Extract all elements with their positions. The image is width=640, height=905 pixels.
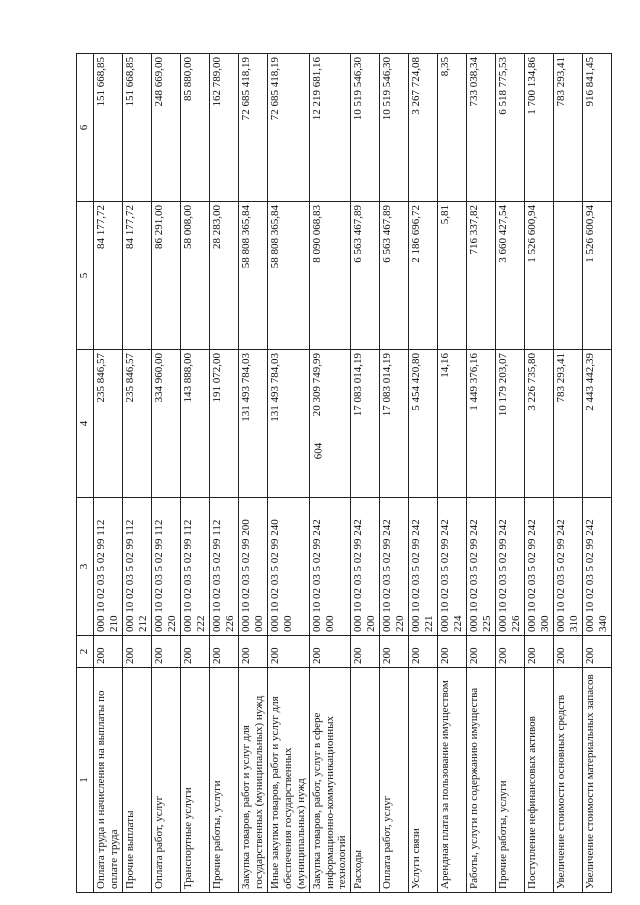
row-approved-cell: 3 226 735,80: [525, 350, 554, 498]
column-header: 6: [77, 54, 94, 202]
row-approved-cell: 20 309 749,99: [309, 350, 351, 498]
row-name-cell: Поступление нефинансовых активов: [525, 668, 554, 893]
row-classification-cell: 000 10 02 03 5 02 99 112 210: [94, 498, 123, 636]
row-executed-cell: 1 526 600,94: [582, 202, 611, 350]
row-code-cell: 200: [267, 636, 309, 668]
row-name-cell: Работы, услуги по содержанию имущества: [467, 668, 496, 893]
row-classification-cell: 000 10 02 03 5 02 99 242 225: [467, 498, 496, 636]
row-code-cell: 200: [409, 636, 438, 668]
row-approved-cell: 143 888,00: [180, 350, 209, 498]
row-approved-cell: 17 083 014,19: [351, 350, 380, 498]
table-row: [122, 54, 151, 893]
row-classification-cell: 000 10 02 03 5 02 99 112 222: [180, 498, 209, 636]
table-row: [94, 54, 123, 893]
row-approved-cell: 131 493 784,03: [267, 350, 309, 498]
row-name-cell: Увеличение стоимости материальных запасов: [582, 668, 611, 893]
row-unexecuted-cell: 162 789,00: [209, 54, 238, 202]
row-approved-cell: 191 072,00: [209, 350, 238, 498]
row-unexecuted-cell: 85 880,00: [180, 54, 209, 202]
row-classification-cell: 000 10 02 03 5 02 99 242 220: [380, 498, 409, 636]
row-code-cell: 200: [309, 636, 351, 668]
row-name-cell: Услуги связи: [409, 668, 438, 893]
row-executed-cell: 3 660 427,54: [496, 202, 525, 350]
row-approved-cell: 334 960,00: [151, 350, 180, 498]
row-code-cell: 200: [209, 636, 238, 668]
row-classification-cell: 000 10 02 03 5 02 99 112 212: [122, 498, 151, 636]
row-name-cell: Прочие работы, услуги: [209, 668, 238, 893]
row-executed-cell: 6 563 467,89: [380, 202, 409, 350]
column-header: 4: [77, 350, 94, 498]
row-unexecuted-cell: 3 267 724,08: [409, 54, 438, 202]
row-code-cell: 200: [122, 636, 151, 668]
row-classification-cell: 000 10 02 03 5 02 99 200 000: [238, 498, 267, 636]
row-name-cell: Увеличение стоимости основных средств: [554, 668, 583, 893]
table-body: [94, 54, 612, 893]
table-row: [582, 54, 611, 893]
row-code-cell: 200: [582, 636, 611, 668]
row-name-cell: Транспортные услуги: [180, 668, 209, 893]
row-unexecuted-cell: 6 518 775,53: [496, 54, 525, 202]
row-approved-cell: 5 454 420,80: [409, 350, 438, 498]
row-unexecuted-cell: 151 668,85: [94, 54, 123, 202]
column-header: 2: [77, 636, 94, 668]
row-approved-cell: 235 846,57: [122, 350, 151, 498]
row-executed-cell: 1 526 600,94: [525, 202, 554, 350]
row-approved-cell: 783 293,41: [554, 350, 583, 498]
row-classification-cell: 000 10 02 03 5 02 99 242 200: [351, 498, 380, 636]
row-classification-cell: 000 10 02 03 5 02 99 240 000: [267, 498, 309, 636]
row-classification-cell: 000 10 02 03 5 02 99 242 226: [496, 498, 525, 636]
row-approved-cell: 14,16: [438, 350, 467, 498]
budget-table-sheet: [76, 53, 636, 893]
row-unexecuted-cell: 72 685 418,19: [238, 54, 267, 202]
row-name-cell: Закупка товаров, работ и услуг для государственных (муниципальных) нужд: [238, 668, 267, 893]
row-unexecuted-cell: 10 519 546,30: [380, 54, 409, 202]
row-classification-cell: 000 10 02 03 5 02 99 112 220: [151, 498, 180, 636]
row-code-cell: 200: [438, 636, 467, 668]
row-name-cell: Закупка товаров, работ, услуг в сфере информационно-коммуникационных технологий: [309, 668, 351, 893]
row-code-cell: 200: [380, 636, 409, 668]
table-row: [309, 54, 351, 893]
row-name-cell: Расходы: [351, 668, 380, 893]
table-row: [467, 54, 496, 893]
row-classification-cell: 000 10 02 03 5 02 99 112 226: [209, 498, 238, 636]
table-row: [209, 54, 238, 893]
table-row: [151, 54, 180, 893]
row-name-cell: Оплата работ, услуг: [151, 668, 180, 893]
column-header: 3: [77, 498, 94, 636]
row-classification-cell: 000 10 02 03 5 02 99 242 300: [525, 498, 554, 636]
row-executed-cell: 2 186 696,72: [409, 202, 438, 350]
row-classification-cell: 000 10 02 03 5 02 99 242 221: [409, 498, 438, 636]
table-row: [380, 54, 409, 893]
row-name-cell: Оплата работ, услуг: [380, 668, 409, 893]
table-row: [496, 54, 525, 893]
row-code-cell: 200: [238, 636, 267, 668]
row-executed-cell: 28 283,00: [209, 202, 238, 350]
table-row: [409, 54, 438, 893]
row-classification-cell: 000 10 02 03 5 02 99 242 310: [554, 498, 583, 636]
row-executed-cell: 58 008,00: [180, 202, 209, 350]
row-name-cell: Прочие выплаты: [122, 668, 151, 893]
row-approved-cell: 2 443 442,39: [582, 350, 611, 498]
table-row: [267, 54, 309, 893]
row-executed-cell: 8 090 068,83: [309, 202, 351, 350]
row-executed-cell: 58 808 365,84: [267, 202, 309, 350]
row-name-cell: Прочие работы, услуги: [496, 668, 525, 893]
row-approved-cell: 235 846,57: [94, 350, 123, 498]
page-number: 604: [312, 442, 325, 460]
row-executed-cell: 716 337,82: [467, 202, 496, 350]
row-unexecuted-cell: 783 293,41: [554, 54, 583, 202]
row-classification-cell: 000 10 02 03 5 02 99 242 340: [582, 498, 611, 636]
table-row: [238, 54, 267, 893]
row-code-cell: 200: [94, 636, 123, 668]
row-unexecuted-cell: 8,35: [438, 54, 467, 202]
row-approved-cell: 10 179 203,07: [496, 350, 525, 498]
row-approved-cell: 17 083 014,19: [380, 350, 409, 498]
row-code-cell: 200: [496, 636, 525, 668]
row-name-cell: Оплата труда и начисления на выплаты по оплате труда: [94, 668, 123, 893]
row-unexecuted-cell: 733 038,34: [467, 54, 496, 202]
row-executed-cell: 86 291,00: [151, 202, 180, 350]
row-name-cell: Арендная плата за пользование имуществом: [438, 668, 467, 893]
row-code-cell: 200: [351, 636, 380, 668]
row-unexecuted-cell: 1 700 134,86: [525, 54, 554, 202]
row-code-cell: 200: [467, 636, 496, 668]
row-classification-cell: 000 10 02 03 5 02 99 242 000: [309, 498, 351, 636]
row-name-cell: Иные закупки товаров, работ и услуг для обеспечения государственных (муниципальных) нужд: [267, 668, 309, 893]
row-executed-cell: 58 808 365,84: [238, 202, 267, 350]
row-code-cell: 200: [525, 636, 554, 668]
row-unexecuted-cell: 916 841,45: [582, 54, 611, 202]
row-approved-cell: 1 449 376,16: [467, 350, 496, 498]
row-executed-cell: [554, 202, 583, 350]
table-row: [351, 54, 380, 893]
row-unexecuted-cell: 10 519 546,30: [351, 54, 380, 202]
table-row: [438, 54, 467, 893]
column-header: 1: [77, 668, 94, 893]
row-executed-cell: 6 563 467,89: [351, 202, 380, 350]
row-executed-cell: 84 177,72: [94, 202, 123, 350]
budget-execution-table: [76, 53, 612, 893]
table-row: [180, 54, 209, 893]
column-number-row: [77, 54, 94, 893]
row-unexecuted-cell: 151 668,85: [122, 54, 151, 202]
row-unexecuted-cell: 12 219 681,16: [309, 54, 351, 202]
table-row: [554, 54, 583, 893]
table-row: [525, 54, 554, 893]
row-executed-cell: 84 177,72: [122, 202, 151, 350]
column-header: 5: [77, 202, 94, 350]
row-code-cell: 200: [554, 636, 583, 668]
row-executed-cell: 5,81: [438, 202, 467, 350]
row-approved-cell: 131 493 784,03: [238, 350, 267, 498]
row-code-cell: 200: [180, 636, 209, 668]
row-code-cell: 200: [151, 636, 180, 668]
row-unexecuted-cell: 72 685 418,19: [267, 54, 309, 202]
row-unexecuted-cell: 248 669,00: [151, 54, 180, 202]
row-classification-cell: 000 10 02 03 5 02 99 242 224: [438, 498, 467, 636]
